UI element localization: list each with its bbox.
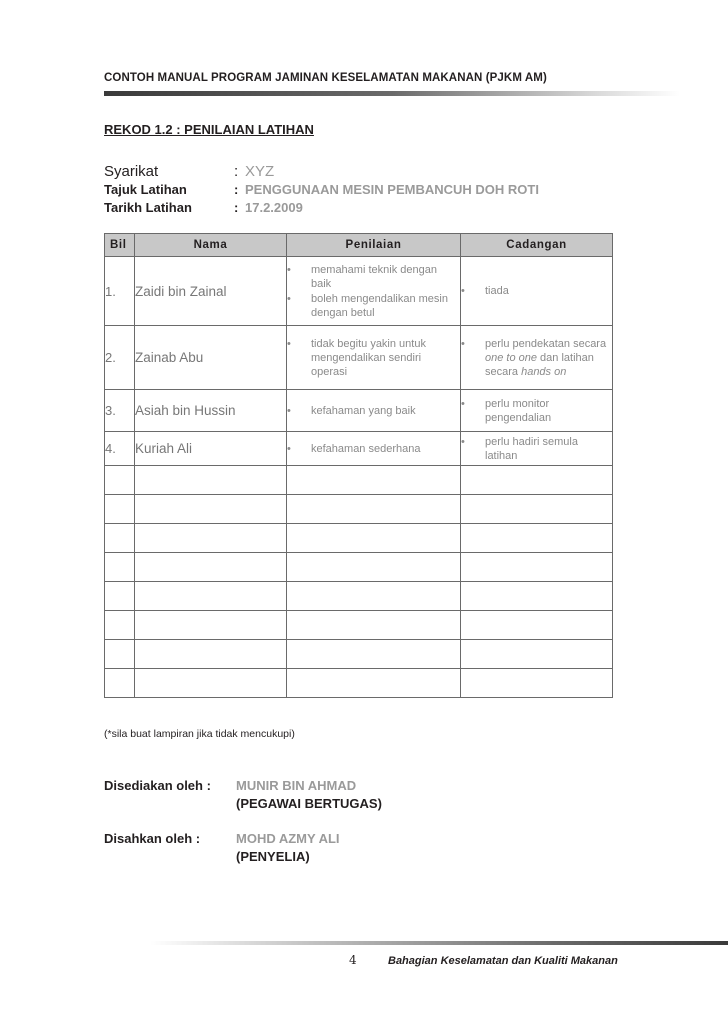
evaluation-cell [287, 326, 461, 390]
header-penilaian: Penilaian [287, 234, 461, 257]
table-row [105, 257, 613, 326]
prepared-role: (PEGAWAI BERTUGAS) [236, 796, 382, 811]
suggestion-cell [461, 326, 613, 390]
suggestion-cell [461, 390, 613, 432]
footer-divider [150, 941, 728, 945]
evaluation-cell [287, 432, 461, 466]
page-number: 4 [349, 953, 357, 967]
approved-label: Disahkan oleh : [104, 831, 201, 846]
company-colon: : [234, 163, 239, 180]
evaluation-cell [287, 390, 461, 432]
evaluation-item: • kefahaman yang baik [287, 404, 416, 417]
header-cadangan: Cadangan [461, 234, 613, 257]
evaluation-table [104, 233, 613, 698]
date-colon: : [234, 200, 239, 215]
trainee-name: Zaidi bin Zainal [135, 257, 287, 326]
row-number: 4. [105, 432, 135, 466]
approved-name: MOHD AZMY ALI [236, 831, 340, 846]
suggestion-item: • perlu pendekatan secara one to one dan latihan secara hands on [461, 337, 607, 378]
prepared-name: MUNIR BIN AHMAD [236, 778, 357, 793]
footnote: (*sila buat lampiran jika tidak mencukupi) [104, 728, 295, 740]
row-number: 1. [105, 257, 135, 326]
course-colon: : [234, 182, 239, 197]
evaluation-item: • memahami teknik dengan baik [287, 263, 437, 290]
course-value: PENGGUNAAN MESIN PEMBANCUH DOH ROTI [245, 182, 539, 197]
trainee-name: Zainab Abu [135, 326, 287, 390]
suggestion-item: • perlu monitor pengendalian [461, 397, 552, 424]
table-row [105, 326, 613, 390]
suggestion-cell [461, 257, 613, 326]
empty-row [105, 669, 613, 698]
evaluation-item: • kefahaman sederhana [287, 442, 421, 455]
company-label: Syarikat [104, 163, 159, 180]
evaluation-cell [287, 257, 461, 326]
header-divider [104, 91, 680, 96]
date-value: 17.2.2009 [245, 200, 303, 215]
row-number: 3. [105, 390, 135, 432]
header-bil: Bil [105, 234, 135, 257]
course-label: Tajuk Latihan [104, 182, 187, 197]
empty-row [105, 553, 613, 582]
header-nama: Nama [135, 234, 287, 257]
suggestion-item: • tiada [461, 285, 509, 297]
evaluation-item: • boleh mengendalikan mesin dengan betul [287, 292, 448, 319]
trainee-name: Kuriah Ali [135, 432, 287, 466]
table-row [105, 432, 613, 466]
empty-row [105, 611, 613, 640]
suggestion-item: • perlu hadiri semula latihan [461, 435, 578, 462]
empty-row [105, 524, 613, 553]
header-title: CONTOH MANUAL PROGRAM JAMINAN KESELAMATAN MAKANAN (PJKM AM) [104, 72, 547, 84]
footer-text: Bahagian Keselamatan dan Kualiti Makanan [388, 955, 618, 967]
suggestion-cell [461, 432, 613, 466]
record-title: REKOD 1.2 : PENILAIAN LATIHAN [104, 122, 314, 137]
prepared-label: Disediakan oleh : [104, 778, 211, 793]
table-row [105, 390, 613, 432]
evaluation-item: • tidak begitu yakin untuk mengendalikan sendiri operasi [287, 337, 426, 378]
approved-role: (PENYELIA) [236, 849, 310, 864]
row-number: 2. [105, 326, 135, 390]
empty-row [105, 466, 613, 495]
table-header-row [105, 234, 613, 257]
date-label: Tarikh Latihan [104, 200, 192, 215]
trainee-name: Asiah bin Hussin [135, 390, 287, 432]
empty-row [105, 495, 613, 524]
empty-row [105, 640, 613, 669]
empty-row [105, 582, 613, 611]
company-value: XYZ [245, 163, 275, 180]
